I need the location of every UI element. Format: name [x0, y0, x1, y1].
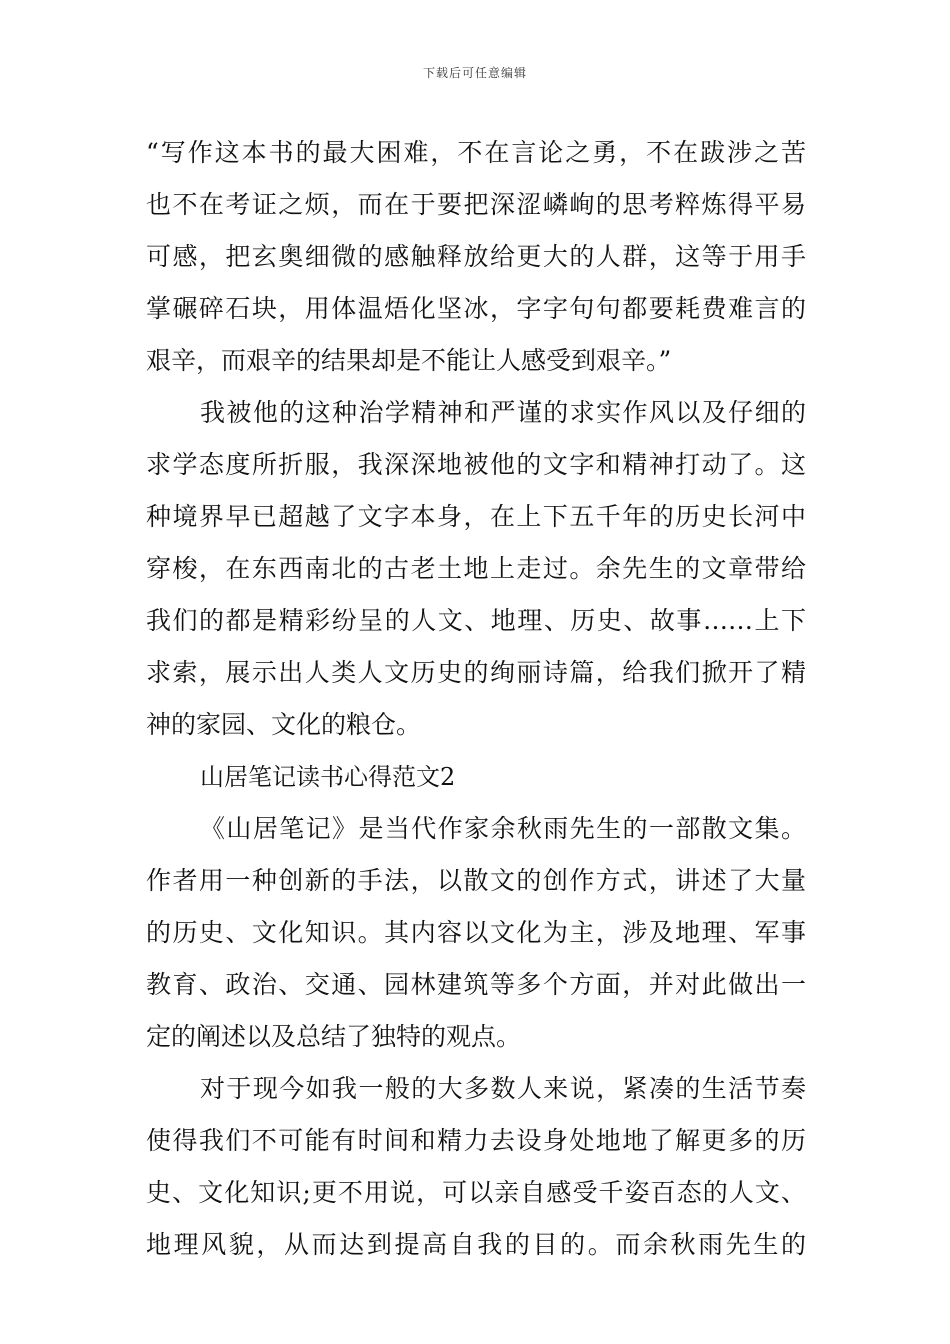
text-line: 种境界早已超越了文字本身，在上下五千年的历史长河中 — [146, 502, 806, 531]
text-line: 对于现今如我一般的大多数人来说，紧凑的生活节奏 — [200, 1074, 806, 1103]
text-line: 作者用一种创新的手法，以散文的创作方式，讲述了大量 — [146, 866, 806, 895]
paragraph — [146, 1063, 806, 1271]
text-line: 求学态度所折服，我深深地被他的文字和精神打动了。这 — [146, 450, 806, 479]
text-line: 教育、政治、交通、园林建筑等多个方面，并对此做出一 — [146, 970, 806, 999]
text-line: 神的家园、文化的粮仓。 — [146, 710, 422, 739]
text-line: 掌碾碎石块，用体温焐化坚冰，字字句句都要耗费难言的 — [146, 294, 806, 323]
text-line: 穿梭，在东西南北的古老土地上走过。余先生的文章带给 — [146, 554, 806, 583]
text-line: 我被他的这种治学精神和严谨的求实作风以及仔细的 — [200, 398, 806, 427]
paragraph-quote — [146, 127, 806, 387]
text-line: 可感，把玄奥细微的感触释放给更大的人群，这等于用手 — [146, 242, 806, 271]
text-line: 的历史、文化知识。其内容以文化为主，涉及地理、军事 — [146, 918, 806, 947]
page-header: 下载后可任意编辑 — [422, 66, 527, 80]
text-line: 定的阐述以及总结了独特的观点。 — [146, 1022, 522, 1051]
paragraph — [146, 803, 806, 1063]
text-line: 也不在考证之烦，而在于要把深涩嶙峋的思考粹炼得平易 — [146, 190, 806, 219]
text-line: 地理风貌，从而达到提高自我的目的。而余秋雨先生的 — [146, 1230, 806, 1259]
text-line: 我们的都是精彩纷呈的人文、地理、历史、故事……上下 — [146, 606, 806, 635]
text-line: 使得我们不可能有时间和精力去设身处地地了解更多的历 — [146, 1126, 806, 1155]
text-line: “写作这本书的最大困难，不在言论之勇，不在跋涉之苦 — [146, 138, 806, 167]
text-line: 艰辛，而艰辛的结果却是不能让人感受到艰辛。” — [146, 346, 672, 375]
document-body — [146, 127, 806, 1271]
paragraph — [146, 387, 806, 751]
text-line: 《山居笔记》是当代作家余秋雨先生的一部散文集。 — [200, 814, 806, 843]
section-title-text: 山居笔记读书心得范文2 — [200, 763, 456, 791]
text-line: 求索，展示出人类人文历史的绚丽诗篇，给我们掀开了精 — [146, 658, 806, 687]
text-line: 史、文化知识;更不用说，可以亲自感受千姿百态的人文、 — [146, 1178, 806, 1207]
section-title — [146, 751, 806, 803]
